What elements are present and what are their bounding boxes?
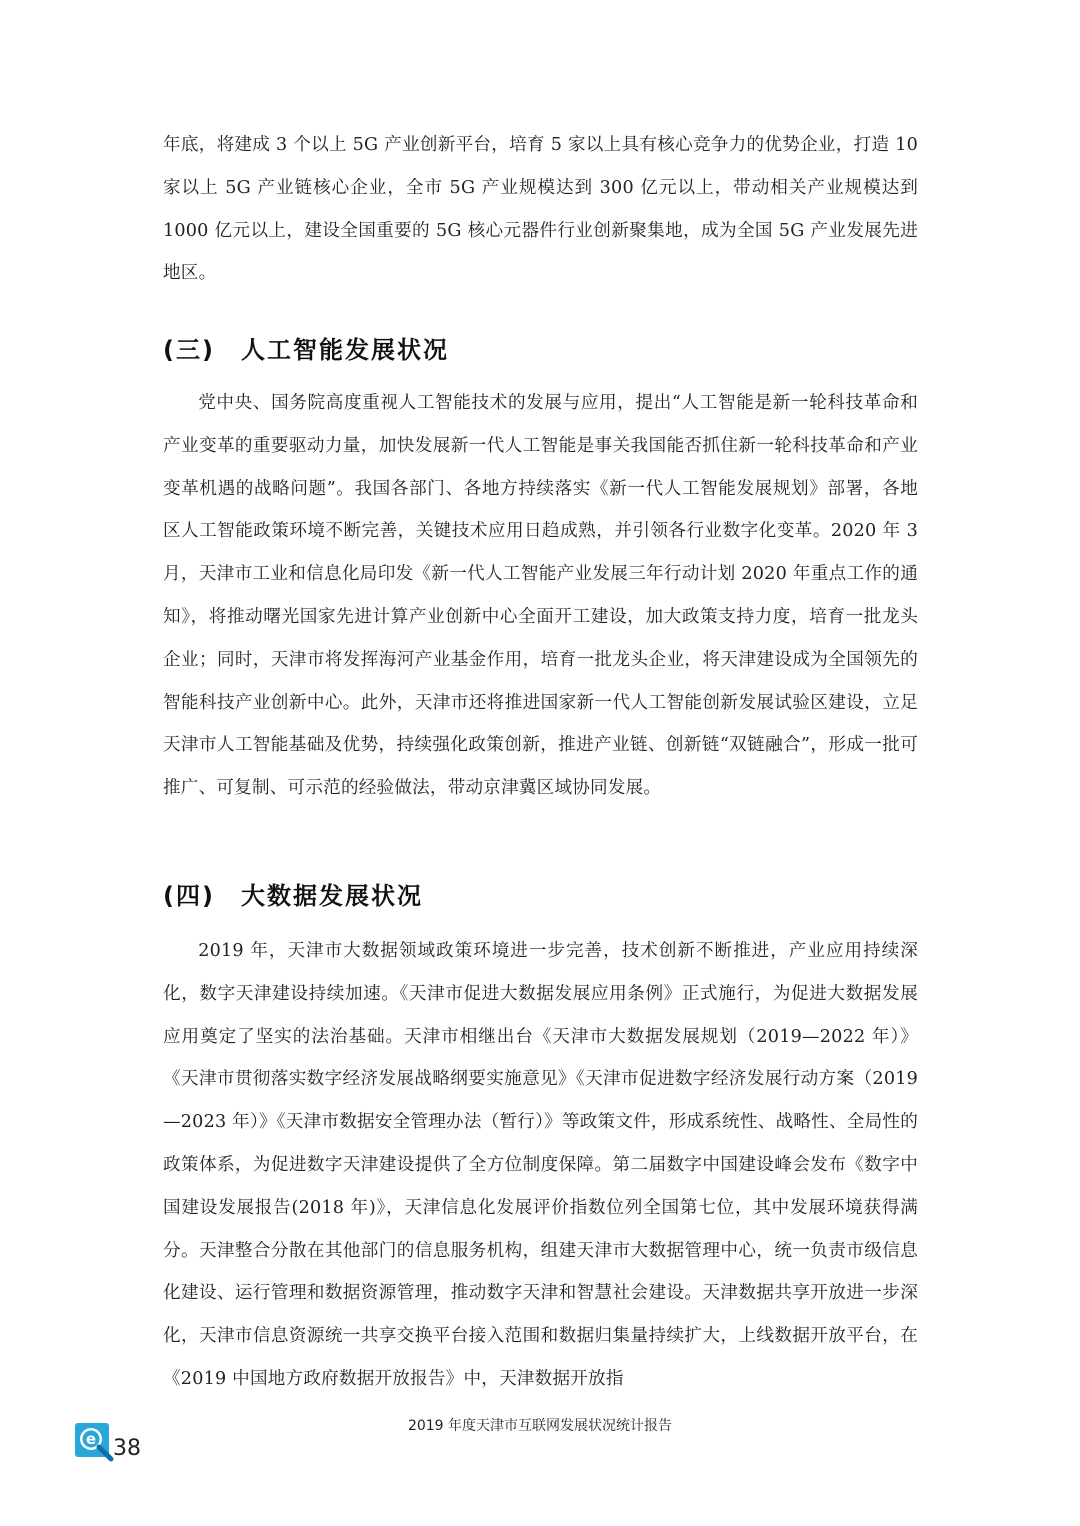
- section-number: (四): [163, 882, 215, 910]
- section-heading-bigdata: [163, 876, 423, 911]
- paragraph-intro: 年底，将建成 3 个以上 5G 产业创新平台，培育 5 家以上具有核心竞争力的优势企业，打造 10 家以上 5G 产业链核心企业，全市 5G 产业规模达到 300 亿元以上，带动相关产业规模达到 1000 亿元以上，建设全国重要的 5G 核心元器件行业创新聚集地，成为全国 5G 产业发展先进地区。: [163, 135, 918, 284]
- paragraph-ai: 党中央、国务院高度重视人工智能技术的发展与应用，提出“人工智能是新一轮科技革命和产业变革的重要驱动力量，加快发展新一代人工智能是事关我国能否抓住新一轮科技革命和产业变革机遇的战略问题”。我国各部门、各地方持续落实《新一代人工智能发展规划》部署，各地区人工智能政策环境不断完善，关键技术应用日趋成熟，并引领各行业数字化变革。2020 年 3 月，天津市工业和信息化局印发《新一代人工智能产业发展三年行动计划 2020 年重点工作的通知》，将推动曙光国家先进计算产业创新中心全面开工建设，加大政策支持力度，培育一批龙头企业；同时，天津市将发挥海河产业基金作用，培育一批龙头企业，将天津建设成为全国领先的智能科技产业创新中心。此外，天津市还将推进国家新一代人工智能创新发展试验区建设，立足天津市人工智能基础及优势，持续强化政策创新，推进产业链、创新链“双链融合”，形成一批可推广、可复制、可示范的经验做法，带动京津冀区域协同发展。: [163, 393, 918, 799]
- section-title: 大数据发展状况: [241, 882, 423, 910]
- section-heading-ai: [163, 330, 449, 365]
- page-number: 38: [113, 1436, 141, 1461]
- svg-text:e: e: [85, 1430, 97, 1448]
- paragraph-bigdata: 2019 年，天津市大数据领域政策环境进一步完善，技术创新不断推进，产业应用持续深化，数字天津建设持续加速。《天津市促进大数据发展应用条例》正式施行，为促进大数据发展应用奠定了坚实的法治基础。天津市相继出台《天津市大数据发展规划（2019—2022 年）》《天津市贯彻落实数字经济发展战略纲要实施意见》《天津市促进数字经济发展行动方案（2019—2023 年）》《天津市数据安全管理办法（暂行）》等政策文件，形成系统性、战略性、全局性的政策体系，为促进数字天津建设提供了全方位制度保障。第二届数字中国建设峰会发布《数字中国建设发展报告(2018 年)》，天津信息化发展评价指数位列全国第七位，其中发展环境获得满分。天津整合分散在其他部门的信息服务机构，组建天津市大数据管理中心，统一负责市级信息化建设、运行管理和数据资源管理，推动数字天津和智慧社会建设。天津数据共享开放进一步深化，天津市信息资源统一共享交换平台接入范围和数据归集量持续扩大，上线数据开放平台，在《2019 中国地方政府数据开放报告》中，天津数据开放指: [163, 941, 918, 1389]
- magnifier-e-logo-icon: [74, 1422, 114, 1462]
- report-title-footer: 2019 年度天津市互联网发展状况统计报告: [407, 1418, 673, 1434]
- section-title: 人工智能发展状况: [241, 336, 449, 364]
- section-number: (三): [163, 336, 215, 364]
